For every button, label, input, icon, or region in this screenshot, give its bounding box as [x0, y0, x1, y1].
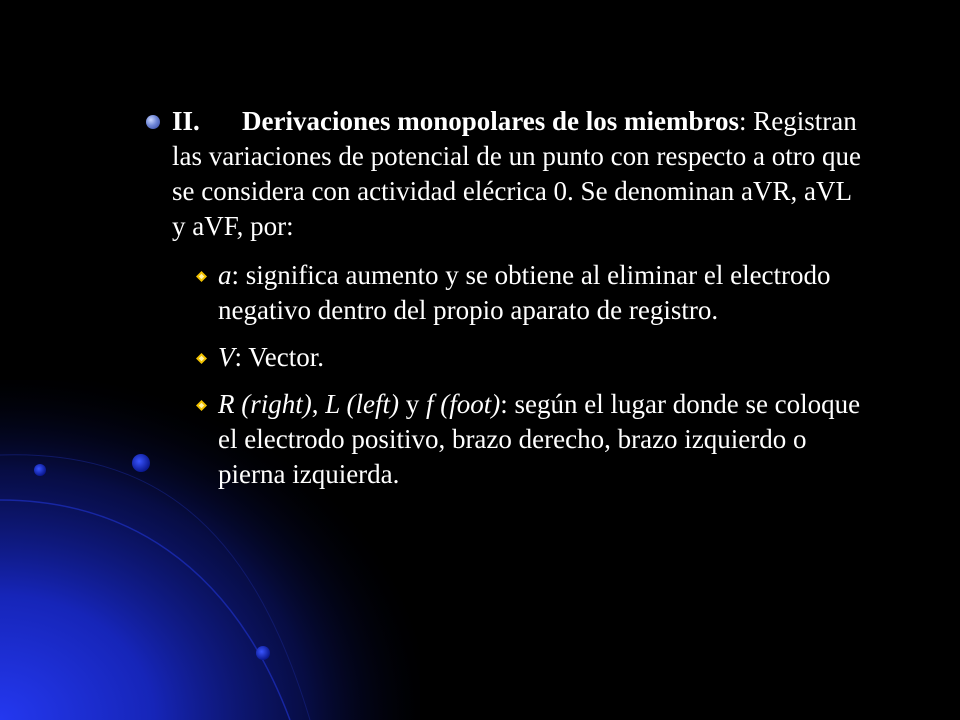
sub-bullet-a: [146, 258, 866, 328]
diamond-bullet-icon: [196, 271, 207, 282]
diamond-bullet-icon: [196, 353, 207, 364]
decor-dot: [34, 464, 46, 476]
separator: ,: [311, 389, 326, 419]
separator: y: [399, 389, 426, 419]
term-r: R (right): [218, 389, 312, 419]
slide-content: [146, 104, 866, 492]
term-v: V: [218, 342, 235, 372]
heading-colon: :: [738, 106, 747, 136]
section-number: II.: [172, 106, 200, 136]
section-body: Registran las variaciones de potencial de un punto con respecto a otro que se considera con actividad elécrica 0. Se denominan aVR, aVL y aVF, por:: [172, 106, 862, 241]
section-heading: Derivaciones monopolares de los miembros: [242, 106, 739, 136]
sphere-bullet-icon: [146, 115, 160, 129]
main-bullet: [146, 104, 866, 244]
diamond-bullet-icon: [196, 400, 207, 411]
term-v-text: : Vector.: [234, 342, 324, 372]
sub-bullet-v: [146, 340, 866, 375]
term-l: L (left): [325, 389, 399, 419]
term-a: a: [218, 260, 232, 290]
term-f: f (foot): [426, 389, 501, 419]
sub-bullet-rlf: [146, 387, 866, 492]
decor-dot: [256, 646, 270, 660]
term-rlf-text: : según el lugar donde se coloque el electrodo positivo, brazo derecho, brazo izquierdo o pierna izquierda.: [218, 389, 861, 489]
term-a-text: : significa aumento y se obtiene al eliminar el electrodo negativo dentro del propio aparato de registro.: [218, 260, 831, 325]
